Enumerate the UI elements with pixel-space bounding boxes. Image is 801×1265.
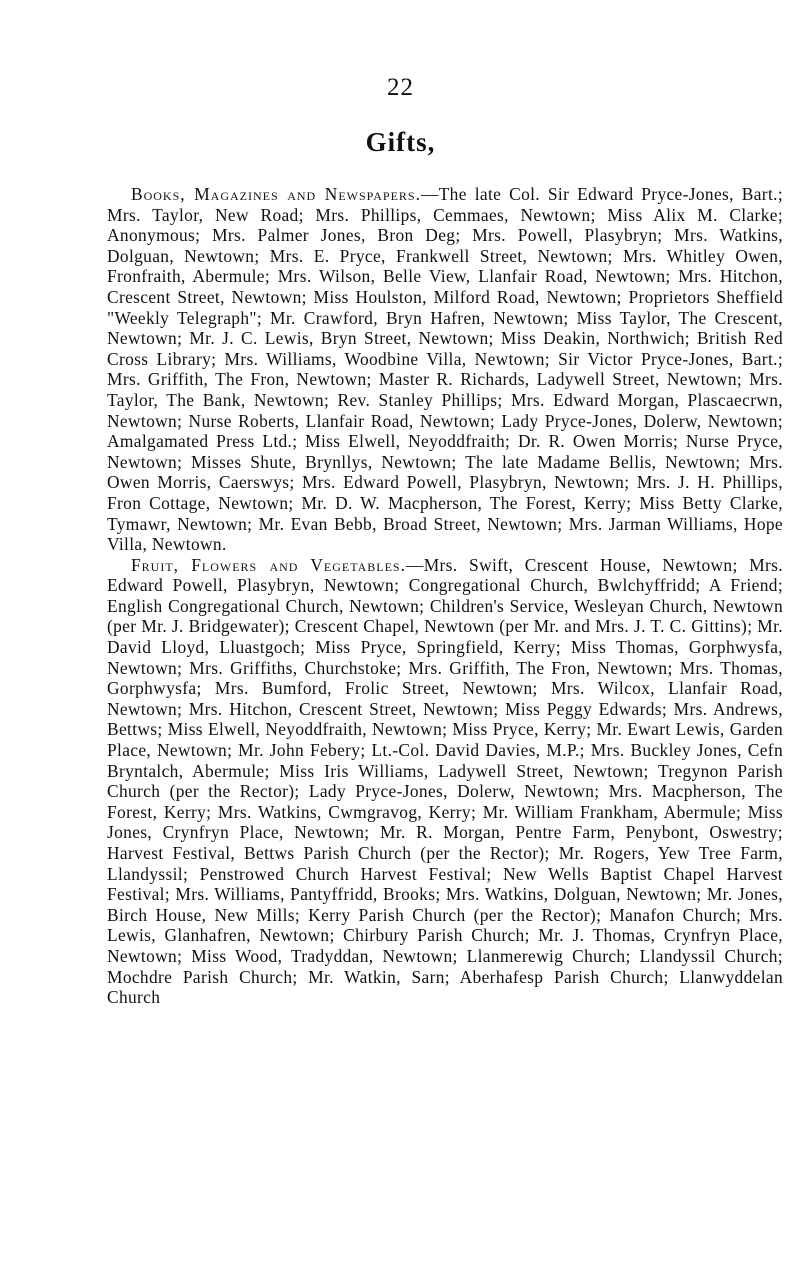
gifts-body bbox=[107, 184, 783, 1008]
books-magazines-newspapers-paragraph bbox=[107, 184, 783, 555]
section-lead-books: Books, Magazines and Newspapers. bbox=[131, 184, 421, 204]
section-lead-fruit: Fruit, Flowers and Vegetables. bbox=[131, 554, 406, 575]
section-text-fruit: —Mrs. Swift, Crescent House, Newtown; Mrs. Edward Powell, Plasybryn, Newtown; Congregational Church, Bwlchyffridd; A Friend; English Congregational Church, Newtown; Children's Service, Wesleyan Church, Newtown (per Mr. J. Bridgewater); Crescent Chapel, Newtown (per Mr. and Mrs. J. T. C. Gittins); Mr. David Lloyd, Lluastgoch; Miss Pryce, Springfield, Kerry; Miss Thomas, Gorphwysfa, Newtown; Mrs. Griffiths, Churchstoke; Mrs. Griffith, The Fron, Newtown; Mrs. Thomas, Gorphwysfa; Mrs. Bumford, Frolic Street, Newtown; Mrs. Wilcox, Llanfair Road, Newtown; Mrs. Hitchon, Crescent Street, Newtown; Miss Peggy Edwards; Mrs. Andrews, Bettws; Miss Elwell, Neyoddfraith, Newtown; Miss Pryce, Kerry; Mr. Ewart Lewis, Garden Place, Newtown; Mr. John Febery; Lt.-Col. David Davies, M.P.; Mrs. Buckley Jones, Cefn Bryntalch, Abermule; Miss Iris Williams, Ladywell Street, Newtown; Tregynon Parish Church (per the Rector); Lady Pryce-Jones, Dolerw, Newtown; Mrs. Macpherson, The Forest, Kerry; Mrs. Watkins, Cwmgravog, Kerry; Mr. William Frankham, Abermule; Miss Jones, Crynfryn Place, Newtown; Mr. R. Morgan, Pentre Farm, Penybont, Oswestry; Harvest Festival, Bettws Parish Church (per the Rector); Mr. Rogers, Yew Tree Farm, Llandyssil; Penstrowed Church Harvest Festival; New Wells Baptist Chapel Harvest Festival; Mrs. Williams, Pantyffridd, Brooks; Mrs. Watkins, Dolguan, Newtown; Mr. Jones, Birch House, New Mills; Kerry Parish Church (per the Rector); Manafon Church; Mrs. Lewis, Glanhafren, Newtown; Chirbury Parish Church; Mr. J. Thomas, Crynfryn Place, Newtown; Miss Wood, Tradyddan, Newtown; Llanmerewig Church; Llandyssil Church; Mochdre Parish Church; Mr. Watkin, Sarn; Aberhafesp Parish Church; Llanwyddelan Church bbox=[107, 554, 783, 1008]
page-number: 22 bbox=[387, 74, 414, 101]
section-text-books: —The late Col. Sir Edward Pryce-Jones, Bart.; Mrs. Taylor, New Road; Mrs. Phillips, Cemmaes, Newtown; Miss Alix M. Clarke; Anonymous; Mrs. Palmer Jones, Bron Deg; Mrs. Powell, Plasybryn; Mrs. Watkins, Dolguan, Newtown; Mrs. E. Pryce, Frankwell Street, Newtown; Mrs. Whitley Owen, Fronfraith, Abermule; Mrs. Wilson, Belle View, Llanfair Road, Newtown; Mrs. Hitchon, Crescent Street, Newtown; Miss Houlston, Milford Road, Newtown; Proprietors Sheffield "Weekly Telegraph"; Mr. Crawford, Bryn Hafren, Newtown; Miss Taylor, The Crescent, Newtown; Mr. J. C. Lewis, Bryn Street, Newtown; Miss Deakin, Northwich; British Red Cross Library; Mrs. Williams, Woodbine Villa, Newtown; Sir Victor Pryce-Jones, Bart.; Mrs. Griffith, The Fron, Newtown; Master R. Richards, Ladywell Street, Newtown; Mrs. Taylor, The Bank, Newtown; Rev. Stanley Phillips; Mrs. Edward Morgan, Plascaecrwn, Newtown; Nurse Roberts, Llanfair Road, Newtown; Lady Pryce-Jones, Dolerw, Newtown; Amalgamated Press Ltd.; Miss Elwell, Neyoddfraith; Dr. R. Owen Morris; Nurse Pryce, Newtown; Misses Shute, Brynllys, Newtown; The late Madame Bellis, Newtown; Mrs. Owen Morris, Caerswys; Mrs. Edward Powell, Plasybryn, Newtown; Mrs. J. H. Phillips, Fron Cottage, Newtown; Mr. D. W. Macpherson, The Forest, Kerry; Miss Betty Clarke, Tymawr, Newtown; Mr. Evan Bebb, Broad Street, Newtown; Mrs. Jarman Williams, Hope Villa, Newtown. bbox=[107, 184, 784, 555]
page-heading: Gifts, bbox=[365, 127, 436, 157]
fruit-flowers-vegetables-paragraph bbox=[107, 555, 783, 1008]
